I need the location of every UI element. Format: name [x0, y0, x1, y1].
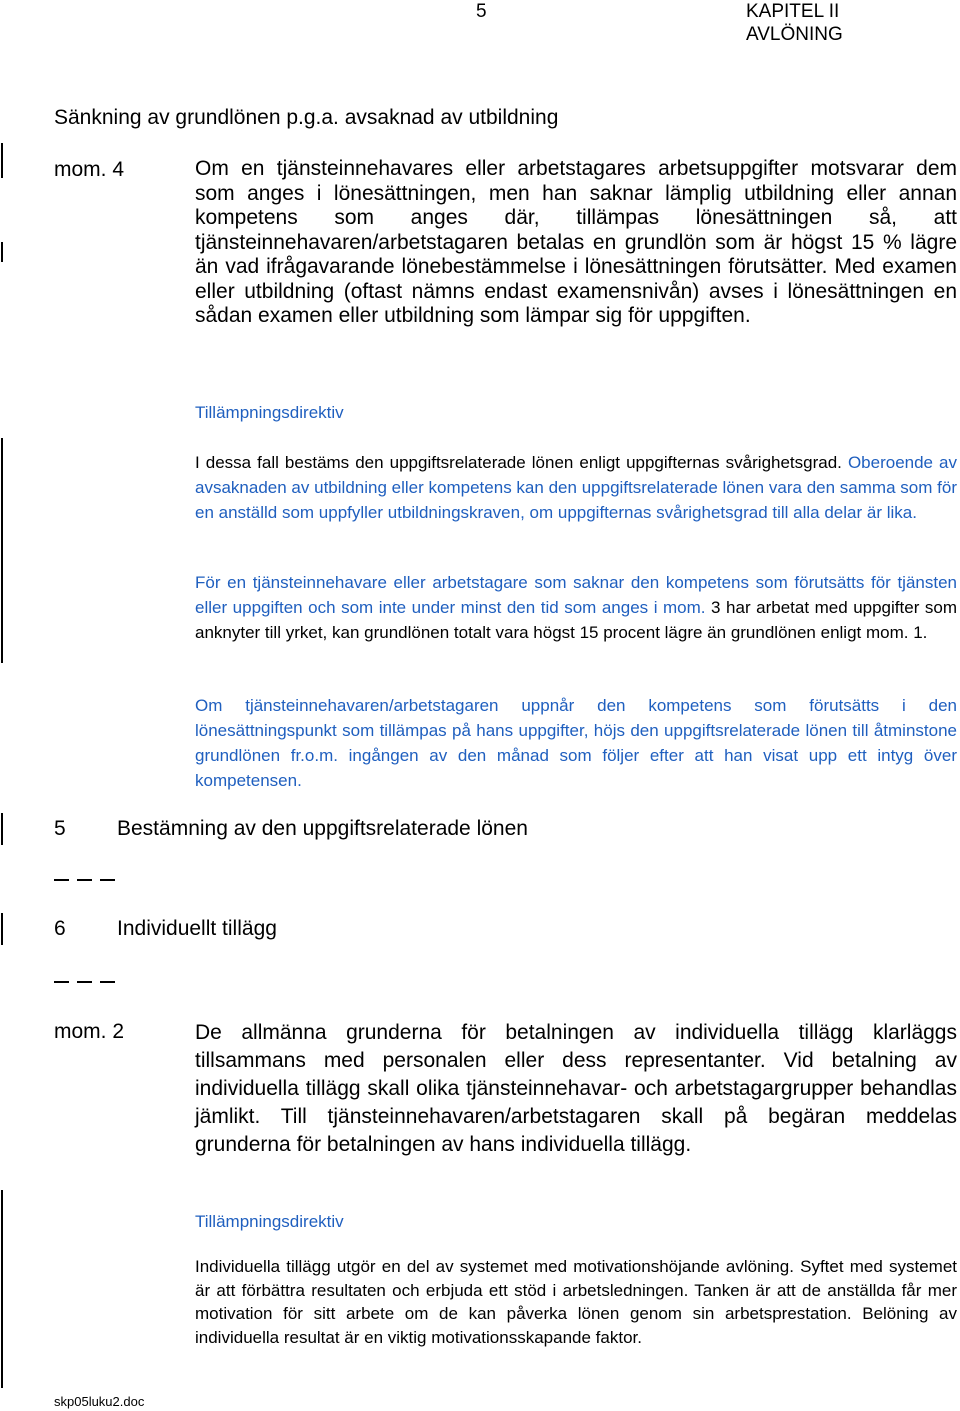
mom2-label: mom. 2	[54, 1020, 125, 1043]
section5-number: 5	[54, 817, 66, 840]
footer-filename: skp05luku2.doc	[54, 1394, 145, 1409]
change-bar	[1, 813, 3, 845]
change-bar	[1, 438, 3, 663]
chapter-header-line2: AVLÖNING	[746, 24, 843, 45]
mom4-directive-para2	[195, 570, 957, 645]
change-bar	[1, 143, 3, 178]
section6-title: Individuellt tillägg	[117, 917, 277, 940]
para1-text-a: I dessa fall bestäms den uppgiftsrelaterade lönen enligt uppgifternas svårighetsgrad.	[195, 453, 842, 472]
para2-text-b: 3 har arbetat med uppgifter som anknyter till yrket, kan grundlönen totalt vara högst 15 procent lägre än grundlönen enligt mom. 1.	[195, 598, 957, 642]
page-number: 5	[476, 1, 487, 22]
mom4-body: Om en tjänsteinnehavares eller arbetstagares arbetsuppgifter motsvarar dem som anges i lönesättningen, men han saknar lämplig utbildning eller annan kompetens som anges där, tillämpas lönesättningen så, att tjänsteinnehavaren/arbetstagaren betalas en grundlön som är högst 15 % lägre än vad ifrågavarande lönebestämmelse i lönesättningen förutsätter. Med examen eller utbildning (oftast nämns endast examensnivån) avses i lönesättningen en sådan examen eller utbildning som lämpar sig för uppgiften.	[195, 157, 957, 327]
section-title: Sänkning av grundlönen p.g.a. avsaknad av utbildning	[54, 106, 559, 129]
para2-text-a: För en tjänsteinnehavare eller arbetstagare som saknar den kompetens som förutsätts för tjänsten eller uppgiften och som inte under minst den tid som anges i mom.	[195, 573, 957, 617]
mom4-directive-para3: Om tjänsteinnehavaren/arbetstagaren uppnår den kompetens som förutsätts i den lönesättningspunkt som tillämpas på hans uppgifter, höjs den uppgiftsrelaterade lönen till åtminstone grundlönen fr.o.m. ingången av den månad som följer efter att han visat upp ett intyg över kompetensen.	[195, 696, 957, 790]
change-bar	[1, 242, 3, 262]
mom4-label: mom. 4	[54, 158, 125, 181]
section5-title: Bestämning av den uppgiftsrelaterade lönen	[117, 817, 528, 840]
section6-number: 6	[54, 917, 66, 940]
mom4-directive-para1	[195, 450, 957, 525]
directive-label: Tillämpningsdirektiv	[195, 403, 344, 422]
chapter-header	[746, 0, 843, 46]
directive-label: Tillämpningsdirektiv	[195, 1212, 344, 1231]
mom2-directive-para1: Individuella tillägg utgör en del av systemet med motivationshöjande avlöning. Syftet med systemet är att förbättra resultaten och erbjuda ett stöd i arbetsledningen. Tanken är att de anställda får mer motivation för sitt arbete om de kan påverka lönen genom sin arbetsprestation. Belöning av individuella resultat är en viktig motivationsskapande faktor.	[195, 1257, 957, 1347]
omission-dashes	[54, 879, 114, 881]
chapter-header-line1: KAPITEL II	[746, 1, 840, 22]
para1-text-b: Oberoende av avsaknaden av utbildning eller kompetens kan den uppgiftsrelaterade lönen vara den samma som för en anställd som uppfyller utbildningskraven, om uppgifternas svårighetsgrad till alla delar är lika.	[195, 453, 958, 522]
change-bar	[1, 913, 3, 945]
mom2-body: De allmänna grunderna för betalningen av individuella tillägg klarläggs tillsammans med personalen eller dess representanter. Vid betalning av individuella tillägg skall olika tjänsteinnehavar- och arbetstagargrupper behandlas jämlikt. Till tjänsteinnehavaren/arbetstagaren skall på begäran meddelas grunderna för betalningen av hans individuella tillägg.	[195, 1021, 957, 1156]
omission-dashes	[54, 981, 114, 983]
change-bar	[1, 1190, 3, 1388]
